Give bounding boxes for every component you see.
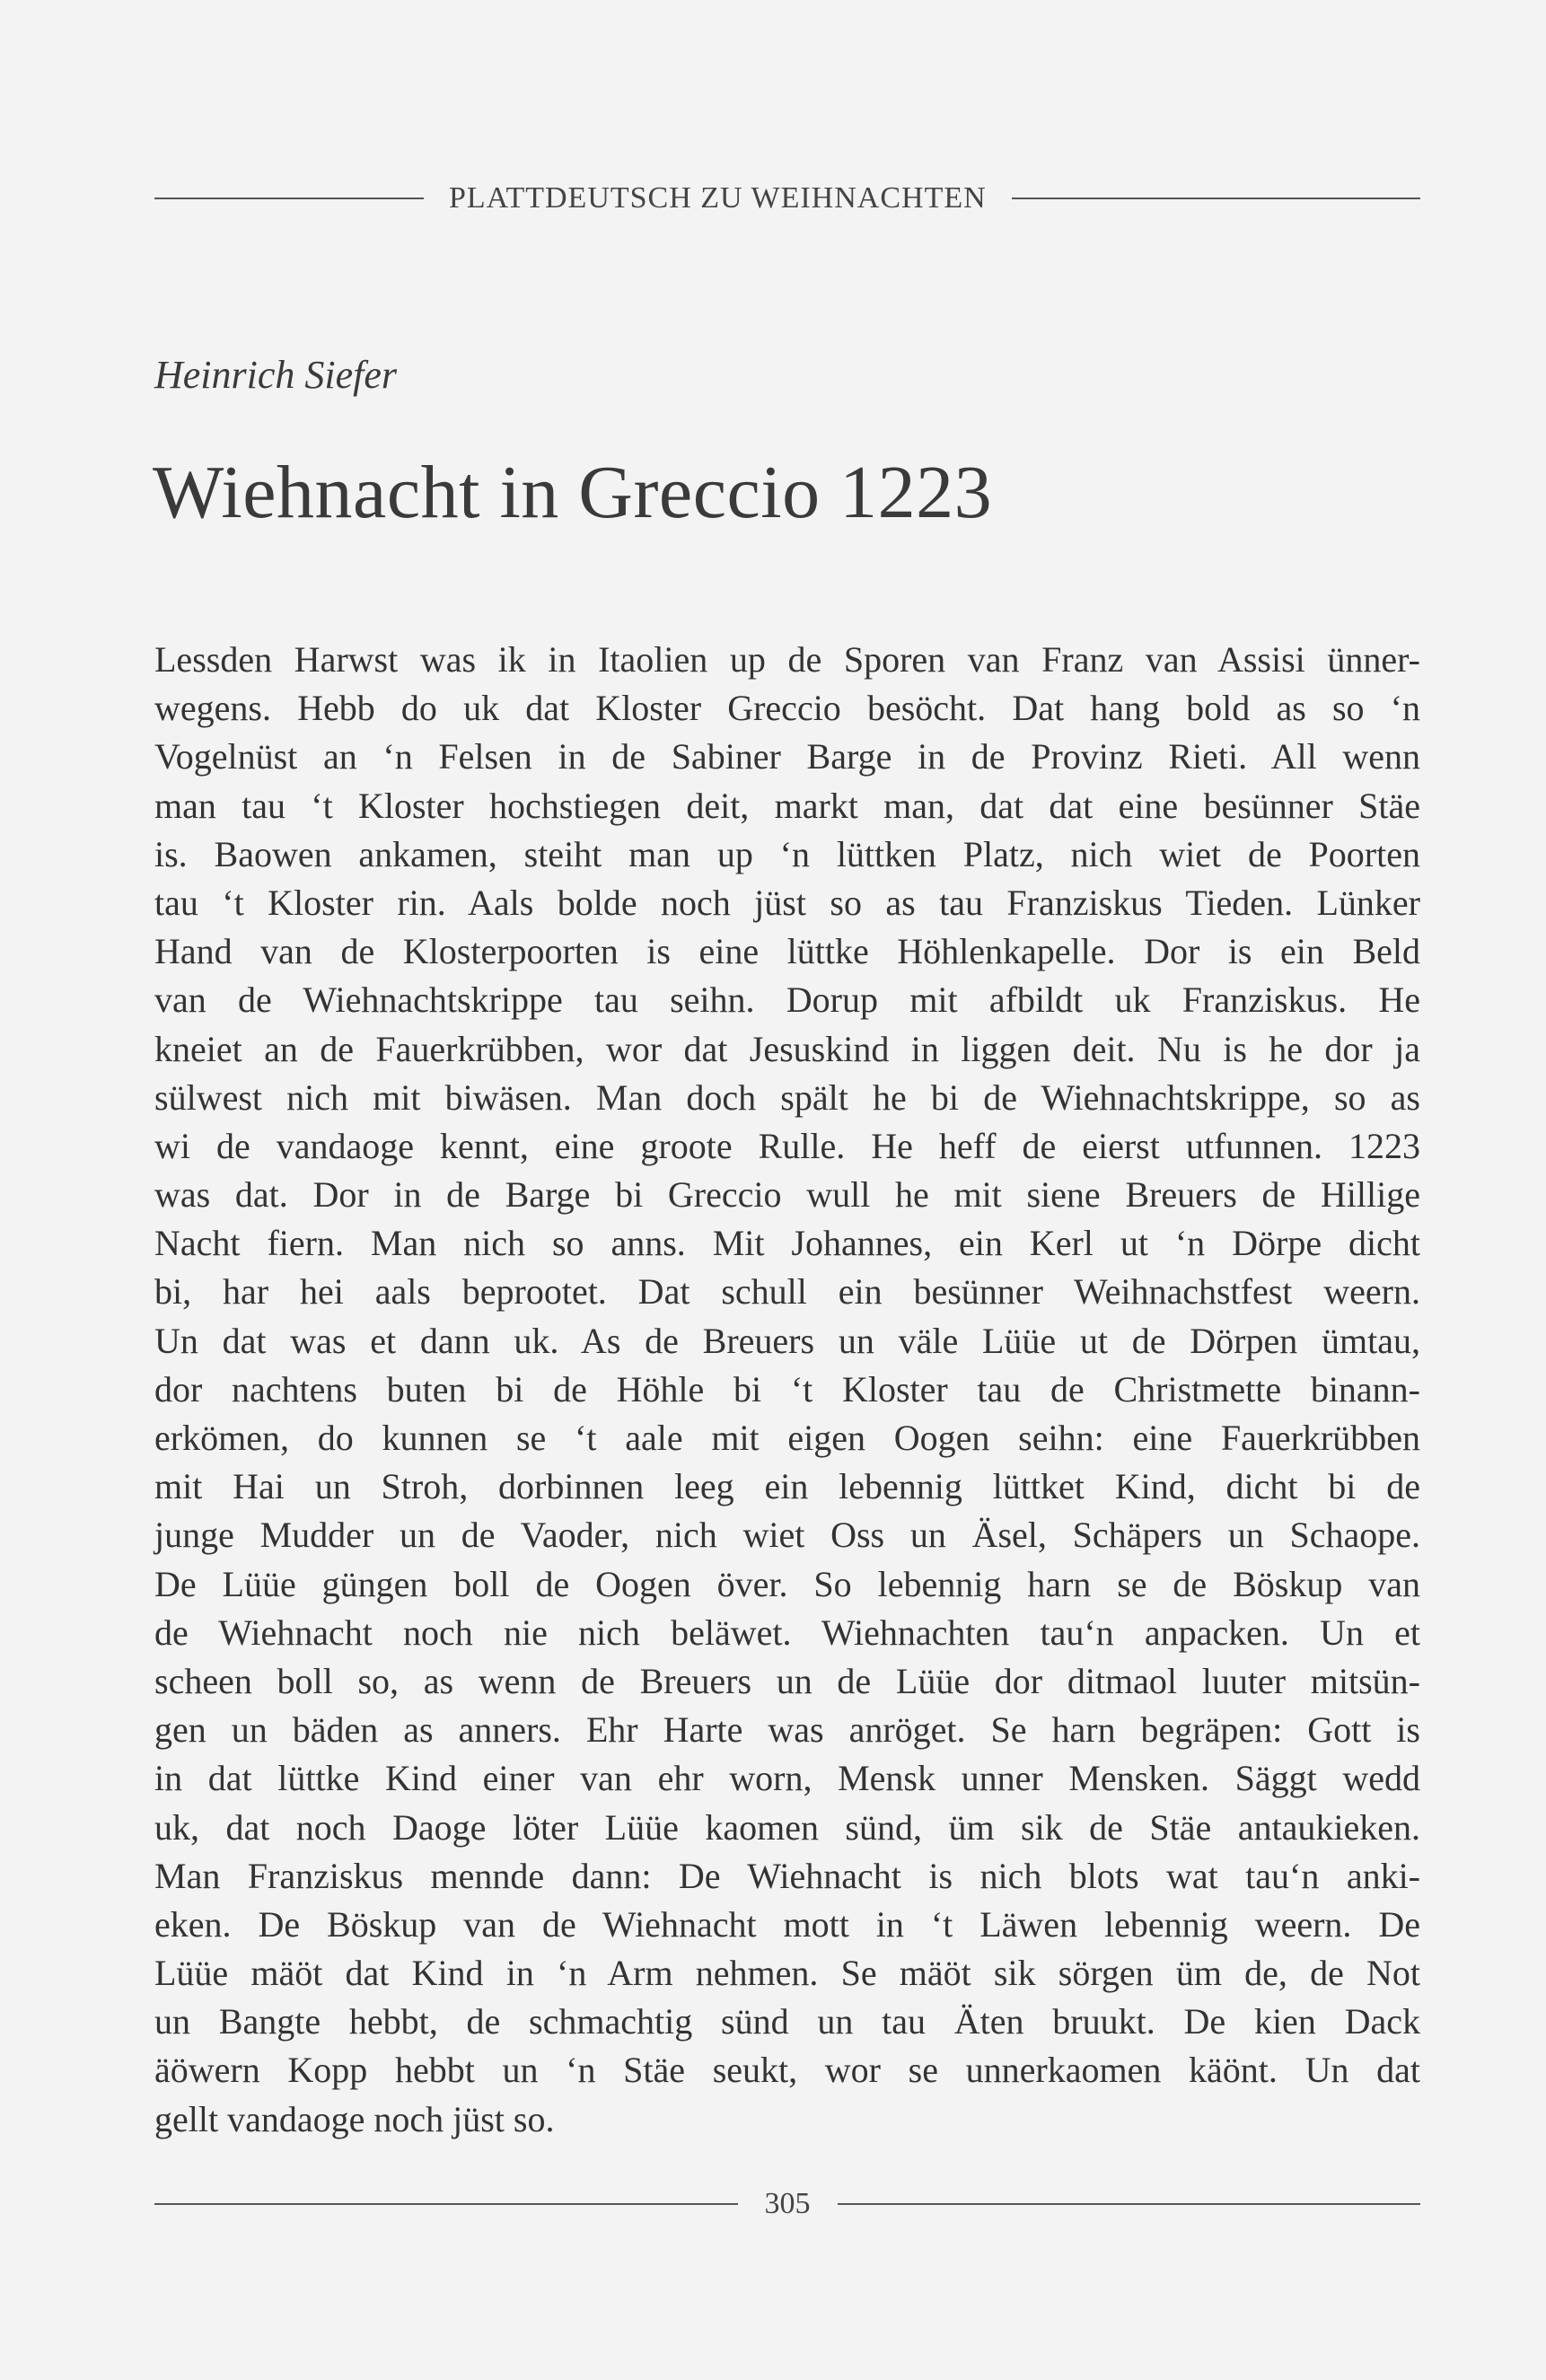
body-line-last: gellt vandaoge noch jüst so. [154, 2098, 555, 2139]
body-line: Lessden Harwst was ik in Itaolien up de Sporen van Franz van Assisi ünner- [154, 639, 1420, 680]
body-line: is. Baowen ankamen, steiht man up ‘n lüttken Platz, nich wiet de Poorten [154, 833, 1420, 874]
body-text [154, 636, 1420, 2144]
author-name: Heinrich Siefer [154, 353, 398, 397]
body-line: Nacht fiern. Man nich so anns. Mit Johannes, ein Kerl ut ‘n Dörpe dicht [154, 1223, 1420, 1264]
page-footer [154, 2182, 1420, 2226]
body-line: wi de vandaoge kennt, eine groote Rulle. He heff de eierst utfunnen. 1223 [154, 1125, 1420, 1166]
body-line: in dat lüttke Kind einer van ehr worn, Mensk unner Mensken. Säggt wedd [154, 1758, 1420, 1799]
body-line: de Wiehnacht noch nie nich beläwet. Wiehnachten tau‘n anpacken. Un et [154, 1612, 1420, 1653]
body-line: scheen boll so, as wenn de Breuers un de Lüüe dor ditmaol luuter mitsün- [154, 1660, 1420, 1701]
running-head [154, 176, 1420, 221]
body-line: un Bangte hebbt, de schmachtig sünd un tau Äten bruukt. De kien Dack [154, 2001, 1420, 2042]
body-line: man tau ‘t Kloster hochstiegen deit, markt man, dat dat eine besünner Stäe [154, 785, 1420, 826]
body-line: gen un bäden as anners. Ehr Harte was anröget. Se harn begräpen: Gott is [154, 1709, 1420, 1751]
body-line: was dat. Dor in de Barge bi Greccio wull he mit siene Breuers de Hillige [154, 1174, 1420, 1216]
body-line: uk, dat noch Daoge löter Lüüe kaomen sünd, üm sik de Stäe antaukieken. [154, 1806, 1420, 1848]
body-line: äöwern Kopp hebbt un ‘n Stäe seukt, wor se unnerkaomen käönt. Un dat [154, 2050, 1420, 2091]
body-line: junge Mudder un de Vaoder, nich wiet Oss un Äsel, Schäpers un Schaope. [154, 1515, 1420, 1556]
body-line: Man Franziskus mennde dann: De Wiehnacht is nich blots wat tau‘n anki- [154, 1855, 1420, 1896]
body-line: kneiet an de Fauerkrübben, wor dat Jesuskind in liggen deit. Nu is he dor ja [154, 1028, 1420, 1069]
running-head-text: PLATTDEUTSCH ZU WEIHNACHTEN [449, 181, 987, 215]
body-line: mit Hai un Stroh, dorbinnen leeg ein lebennig lüttket Kind, dicht bi de [154, 1466, 1420, 1507]
body-line: bi, har hei aals beprootet. Dat schull ein besünner Weihnachstfest weern. [154, 1271, 1420, 1313]
body-line: Hand van de Klosterpoorten is eine lüttke Höhlenkapelle. Dor is ein Beld [154, 931, 1420, 972]
page-number: 305 [764, 2187, 811, 2220]
body-line: Vogelnüst an ‘n Felsen in de Sabiner Barge in de Provinz Rieti. All wenn [154, 736, 1420, 777]
footer-rule-right [838, 2203, 1421, 2205]
body-line: wegens. Hebb do uk dat Kloster Greccio besöcht. Dat hang bold as so ‘n [154, 688, 1420, 729]
body-line: Un dat was et dann uk. As de Breuers un väle Lüüe ut de Dörpen ümtau, [154, 1320, 1420, 1361]
article-title: Wiehnacht in Greccio 1223 [153, 451, 993, 534]
body-line: De Lüüe güngen boll de Oogen över. So lebennig harn se de Böskup van [154, 1563, 1420, 1604]
body-line: tau ‘t Kloster rin. Aals bolde noch jüst so as tau Franziskus Tieden. Lünker [154, 882, 1420, 923]
body-line: sülwest nich mit biwäsen. Man doch spält he bi de Wiehnachtskrippe, so as [154, 1076, 1420, 1118]
body-line: dor nachtens buten bi de Höhle bi ‘t Kloster tau de Christmette binann- [154, 1368, 1420, 1410]
running-head-rule-right [1012, 198, 1420, 199]
body-line: Lüüe mäöt dat Kind in ‘n Arm nehmen. Se mäöt sik sörgen üm de, de Not [154, 1953, 1420, 1994]
running-head-rule-left [154, 198, 424, 199]
body-line: erkömen, do kunnen se ‘t aale mit eigen Oogen seihn: eine Fauerkrübben [154, 1418, 1420, 1458]
footer-rule-left [154, 2203, 738, 2205]
body-line: van de Wiehnachtskrippe tau seihn. Dorup mit afbildt uk Franziskus. He [154, 979, 1420, 1021]
body-line: eken. De Böskup van de Wiehnacht mott in ‘t Läwen lebennig weern. De [154, 1903, 1420, 1945]
